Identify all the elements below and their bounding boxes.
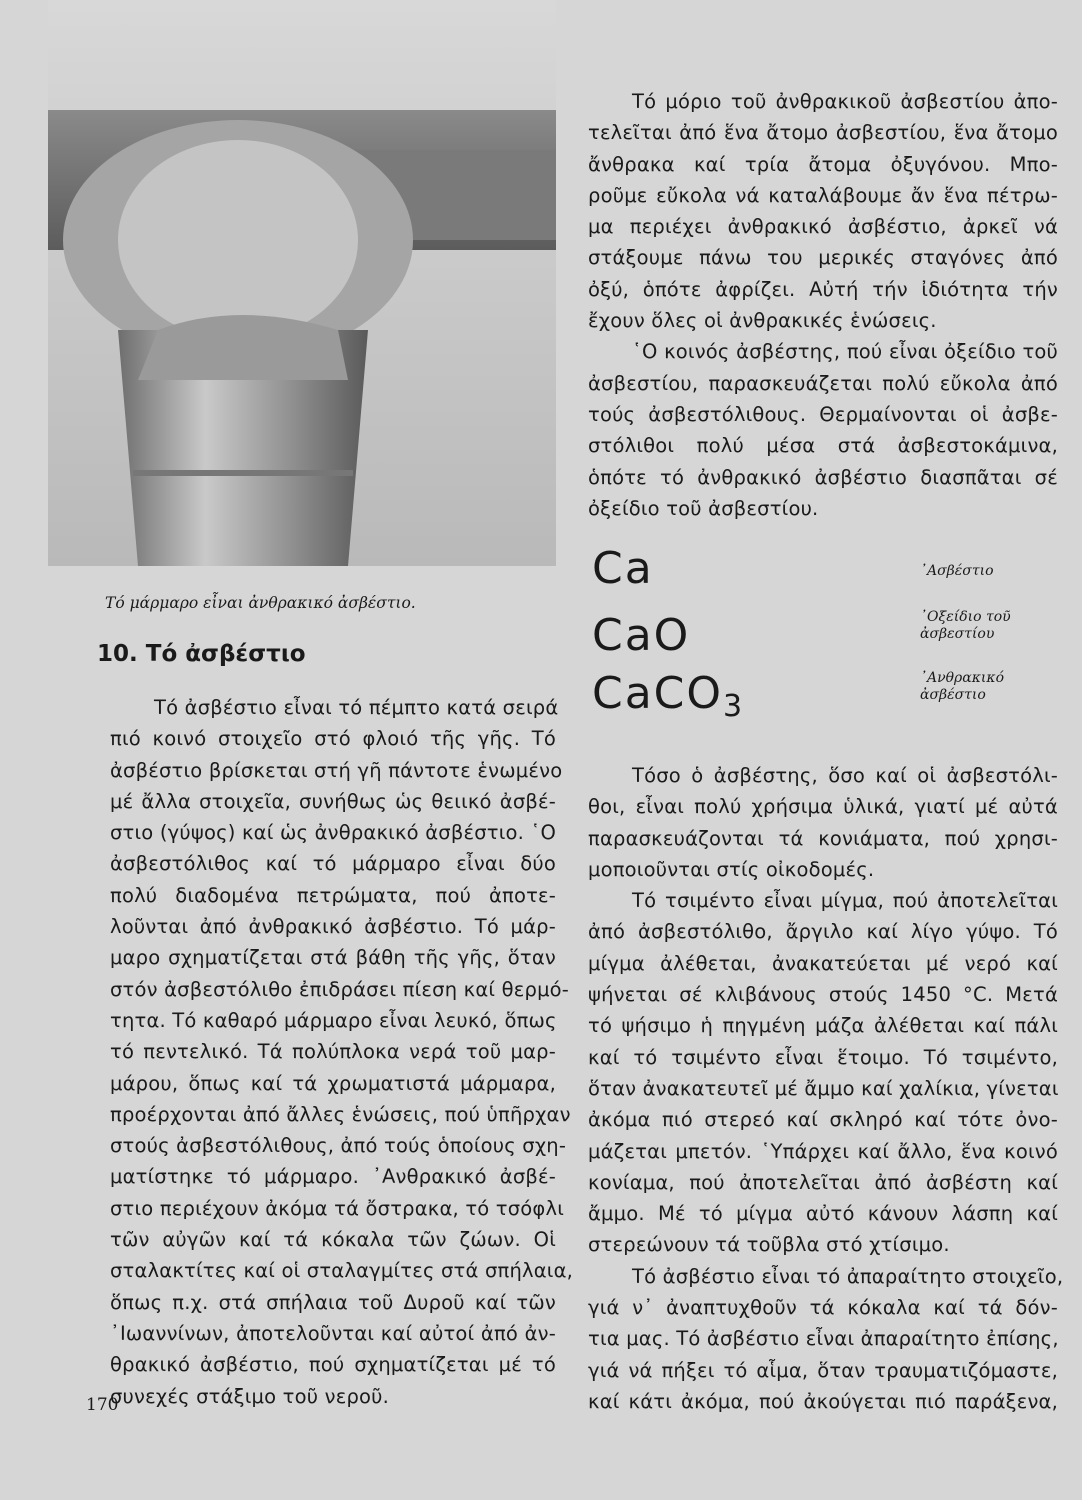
text-line: θοι, εἶναι πολύ χρήσιμα ὑλικά, γιατί μέ αὐτά — [588, 795, 1058, 819]
formula-label-calcium: ᾿Ασβέστιο — [920, 563, 994, 579]
left-column-text — [110, 692, 574, 1412]
text-line: ὁπότε τό ἀνθρακικό ἀσβέστιο διασπᾶται σέ — [588, 465, 1058, 489]
text-line: γιά νά πήξει τό αἷμα, ὅταν τραυματιζόμαστε, — [588, 1358, 1058, 1382]
text-line: συνεχές στάξιμο τοῦ νεροῦ. — [110, 1384, 390, 1408]
text-line: ἀπό ἀσβεστόλιθο, ἄργιλο καί λίγο γύψο. Τό — [588, 920, 1058, 944]
right-column-bottom-text — [588, 760, 1064, 1417]
text-line: ὅπως π.χ. στά σπήλαια τοῦ Δυροῦ καί τῶν — [110, 1290, 556, 1314]
text-line: Τό ἀσβέστιο εἶναι τό ἀπαραίτητο στοιχεῖο, — [632, 1264, 1064, 1288]
text-line: τῶν αὐγῶν καί τά κόκαλα τῶν ζώων. Οἱ — [110, 1228, 556, 1252]
text-line: καί κάτι ἀκόμα, πού ἀκούγεται πιό παράξενα, — [588, 1389, 1058, 1413]
text-line: σταλακτίτες καί οἱ σταλαγμίτες στά σπήλαια, — [110, 1259, 574, 1283]
text-line: στόν ἀσβεστόλιθο ἐπιδράσει πίεση καί θερμό- — [110, 977, 570, 1001]
text-line: ἔχουν ὅλες οἱ ἀνθρακικές ἑνώσεις. — [588, 309, 937, 333]
text-line: στιο (γύψος) καί ὡς ἀνθρακικό ἀσβέστιο. ῾Ο — [110, 821, 556, 845]
text-line: πιό κοινό στοιχεῖο στό φλοιό τῆς γῆς. Τό — [110, 727, 556, 751]
text-line: ᾿Ιωαννίνων, ἀποτελοῦνται καί αὐτοί ἀπό ἀν- — [110, 1321, 556, 1345]
section-heading: 10. Τό ἀσβέστιο — [97, 641, 306, 667]
text-line: στερεώνουν τά τοῦβλα στό χτίσιμο. — [588, 1233, 950, 1257]
text-line: λοῦνται ἀπό ἀνθρακικό ἀσβέστιο. Τό μάρ- — [110, 915, 556, 939]
text-line: στιο περιέχουν ἀκόμα τά ὄστρακα, τό τσόφλι — [110, 1196, 565, 1220]
text-line: Τόσο ὁ ἀσβέστης, ὅσο καί οἱ ἀσβεστόλι- — [632, 764, 1058, 787]
text-line: στόλιθοι πολύ μέσα στά ἀσβεστοκάμινα, — [588, 434, 1058, 458]
text-line: ἄμμο. Μέ τό μίγμα αὐτό κάνουν λάσπη καί — [588, 1202, 1058, 1226]
page-number: 170 — [86, 1395, 119, 1415]
text-line: μίγμα ἀλέθεται, ἀνακατεύεται μέ νερό καί — [588, 951, 1058, 975]
text-line: μάζεται μπετόν. ῾Υπάρχει καί ἄλλο, ἕνα κοινό — [588, 1139, 1058, 1163]
text-line: ὅταν ἀνακατευτεῖ μέ ἄμμο καί χαλίκια, γίνεται — [588, 1076, 1059, 1100]
text-line: τούς ἀσβεστόλιθους. Θερμαίνονται οἱ ἀσβε- — [588, 402, 1058, 426]
text-line: τελεῖται ἀπό ἕνα ἄτομο ἀσβεστίου, ἕνα ἄτομο — [588, 121, 1058, 145]
formula-label-calcium-oxide: ᾿Οξείδιο τοῦ ἀσβεστίου — [920, 609, 1011, 642]
text-line: τητα. Τό καθαρό μάρμαρο εἶναι λευκό, ὅπως — [110, 1008, 557, 1032]
text-line: παρασκευάζονται τά κονιάματα, πού χρησι- — [588, 826, 1058, 850]
photo-caption: Τό μάρμαρο εἶναι ἀνθρακικό ἀσβέστιο. — [105, 594, 416, 612]
text-line: θρακικό ἀσβέστιο, πού σχηματίζεται μέ τό — [110, 1353, 556, 1377]
text-line: τια μας. Τό ἀσβέστιο εἶναι ἀπαραίτητο ἐπίσης, — [588, 1327, 1059, 1351]
text-line: Τό ἀσβέστιο εἶναι τό πέμπτο κατά σειρά — [154, 696, 559, 719]
text-line: μέ ἄλλα στοιχεῖα, συνήθως ὡς θειικό ἀσβέ- — [110, 789, 556, 813]
right-column-top-text — [588, 86, 1058, 524]
formula-calcium: Ca — [592, 543, 654, 594]
text-line: ὀξύ, ὁπότε ἀφρίζει. Αὐτή τήν ἰδιότητα τήν — [588, 277, 1058, 301]
text-line: καί τό τσιμέντο εἶναι ἕτοιμο. Τό τσιμέντο, — [588, 1045, 1058, 1069]
text-line: Τό μόριο τοῦ ἀνθρακικοῦ ἀσβεστίου ἀπο- — [632, 90, 1058, 113]
text-line: ἀσβεστίου, παρασκευάζεται πολύ εὔκολα ἀπό — [588, 371, 1058, 395]
text-line: ὀξείδιο τοῦ ἀσβεστίου. — [588, 496, 819, 520]
text-line: στάξουμε πάνω του μερικές σταγόνες ἀπό — [588, 246, 1058, 270]
text-line: ἀκόμα πιό στερεό καί σκληρό καί τότε ὀνο- — [588, 1108, 1058, 1132]
text-line: ἀσβεστόλιθος καί τό μάρμαρο εἶναι δύο — [110, 852, 556, 876]
text-line: τό πεντελικό. Τά πολύπλοκα νερά τοῦ μαρ- — [110, 1040, 556, 1064]
text-line: μοποιοῦνται στίς οἰκοδομές. — [588, 857, 875, 881]
formula-calcium-carbonate: CaCO$_3$ — [592, 668, 745, 724]
marble-column-photo — [48, 0, 556, 566]
text-line: προέρχονται ἀπό ἄλλες ἑνώσεις, πού ὑπῆρχαν — [110, 1102, 571, 1126]
text-line: ματίστηκε τό μάρμαρο. ᾿Ανθρακικό ἀσβέ- — [110, 1165, 556, 1189]
text-line: μαρο σχηματίζεται στά βάθη τῆς γῆς, ὅταν — [110, 946, 556, 970]
text-line: ψήνεται σέ κλιβάνους στούς 1450 °C. Μετά — [588, 983, 1058, 1007]
text-line: ροῦμε εὔκολα νά καταλάβουμε ἄν ἕνα πέτρω- — [588, 183, 1058, 207]
text-line: στούς ἀσβεστόλιθους, ἀπό τούς ὁποίους σχη- — [110, 1134, 567, 1158]
text-line: ἀσβέστιο βρίσκεται στή γῆ πάντοτε ἑνωμένο — [110, 758, 563, 782]
text-line: ἄνθρακα καί τρία ἄτομα ὀξυγόνου. Μπο- — [588, 152, 1058, 176]
ionic-column-image — [48, 0, 556, 566]
text-line: ῾Ο κοινός ἀσβέστης, πού εἶναι ὀξείδιο τοῦ — [632, 340, 1058, 364]
formula-label-calcium-carbonate: ᾿Ανθρακικό ἀσβέστιο — [920, 670, 1005, 703]
text-line: Τό τσιμέντο εἶναι μίγμα, πού ἀποτελεῖται — [632, 889, 1058, 913]
text-line: μα περιέχει ἀνθρακικό ἀσβέστιο, ἀρκεῖ νά — [588, 215, 1058, 239]
text-line: μάρου, ὅπως καί τά χρωματιστά μάρμαρα, — [110, 1071, 556, 1095]
formula-calcium-oxide: CaO — [592, 610, 691, 661]
text-line: πολύ διαδομένα πετρώματα, πού ἀποτε- — [110, 883, 556, 907]
text-line: τό ψήσιμο ἡ πηγμένη μάζα ἀλέθεται καί πάλι — [588, 1014, 1058, 1038]
text-line: γιά ν᾿ ἀναπτυχθοῦν τά κόκαλα καί τά δόν- — [588, 1296, 1058, 1320]
text-line: κονίαμα, πού ἀποτελεῖται ἀπό ἀσβέστη καί — [588, 1170, 1058, 1194]
